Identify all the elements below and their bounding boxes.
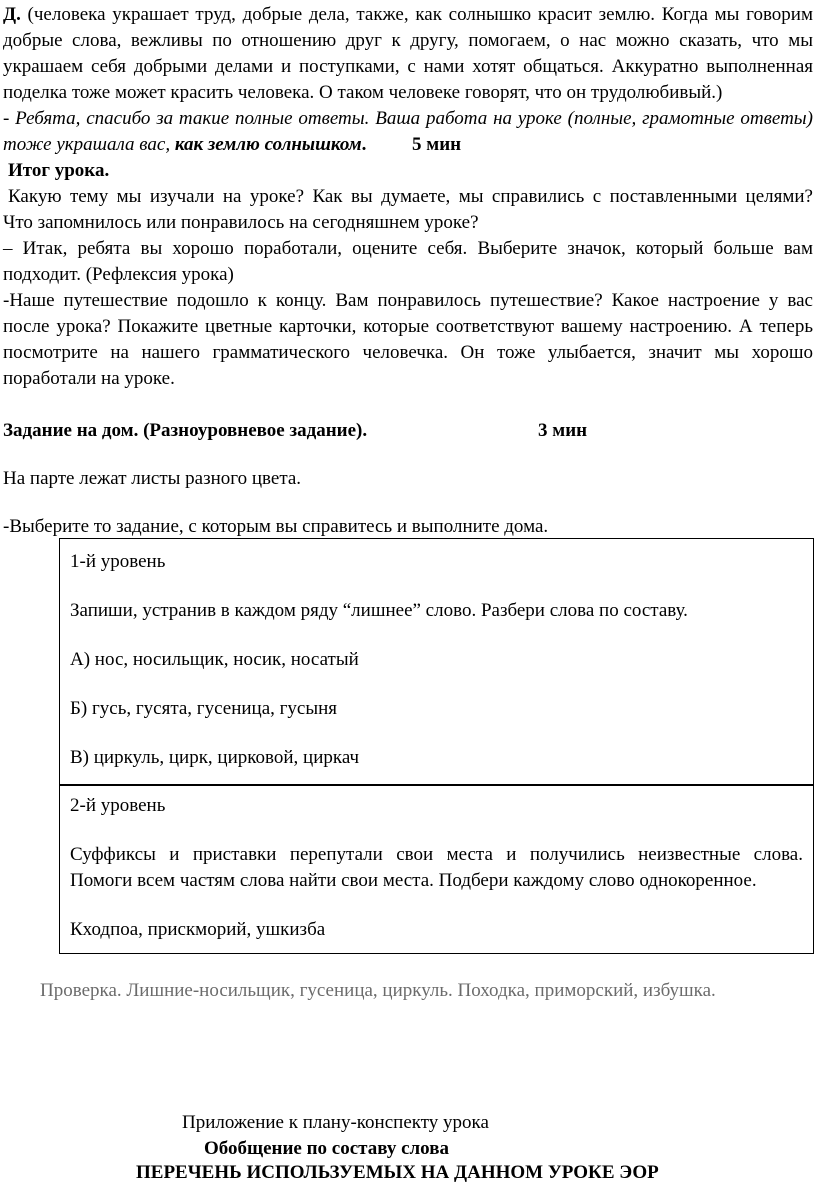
level-2-box bbox=[59, 784, 814, 954]
summary-heading: Итог урока. bbox=[8, 160, 110, 181]
level-2-words: Кходпоа, прискморий, ушкизба bbox=[70, 919, 326, 940]
check-answers: Проверка. Лишние-носильщик, гусеница, циркуль. Походка, приморский, избушка. bbox=[40, 980, 716, 1001]
praise-line-2 bbox=[3, 132, 813, 158]
level-1-title: 1-й уровень bbox=[70, 551, 166, 572]
summary-line-4: подходит. (Рефлексия урока) bbox=[3, 264, 234, 285]
appendix-line-2: Обобщение по составу слова bbox=[204, 1138, 449, 1159]
summary-paragraph bbox=[3, 184, 813, 392]
summary-line-2: Что запомнилось или понравилось на сегодняшнем уроке? bbox=[3, 212, 479, 233]
praise-line-2-italic: тоже украшала вас, bbox=[3, 134, 175, 155]
homework-note-1: На парте лежат листы разного цвета. bbox=[3, 468, 302, 489]
summary-line-8: поработали на уроке. bbox=[3, 368, 175, 389]
praise-time: 5 мин bbox=[412, 134, 462, 155]
praise-paragraph bbox=[3, 106, 813, 158]
appendix-line-3: ПЕРЕЧЕНЬ ИСПОЛЬЗУЕМЫХ НА ДАННОМ УРОКЕ ЭОР bbox=[136, 1162, 659, 1183]
intro-paragraph bbox=[3, 2, 813, 106]
level-1-box bbox=[59, 538, 814, 786]
level-1-row-c: В) циркуль, цирк, цирковой, циркач bbox=[70, 747, 360, 768]
summary-line-3: – Итак, ребята вы хорошо поработали, оцените себя. Выберите значок, который больше вам bbox=[3, 238, 813, 259]
intro-lead: Д. bbox=[3, 4, 21, 25]
homework-heading: Задание на дом. (Разноуровневое задание). bbox=[3, 420, 368, 441]
level-1-row-a: А) нос, носильщик, носик, носатый bbox=[70, 649, 359, 670]
level-2-line-2: Помоги всем частям слова найти свои места. Подбери каждому слово однокоренное. bbox=[70, 870, 757, 891]
intro-line-2: добрые слова, вежливы по отношению друг к другу, помогаем, о нас можно сказать, что мы bbox=[3, 30, 813, 51]
intro-line-1-text: (человека украшает труд, добрые дела, также, как солнышко красит землю. Когда мы говорим bbox=[20, 4, 813, 25]
intro-line-4: поделка тоже может красить человека. О таком человеке говорят, что он трудолюбивый.) bbox=[3, 82, 723, 103]
summary-line-1: Какую тему мы изучали на уроке? Как вы думаете, мы справились с поставленными целями? bbox=[8, 186, 813, 207]
summary-line-6: после урока? Покажите цветные карточки, которые соответствуют вашему настроению. А теперь bbox=[3, 316, 813, 337]
intro-line-3: украшаем себя добрыми делами и поступками, с нами хотят общаться. Аккуратно выполненная bbox=[3, 56, 813, 77]
level-2-title: 2-й уровень bbox=[70, 795, 166, 816]
praise-line-2-emphasis: как землю солнышком bbox=[174, 134, 362, 155]
homework-note-2: -Выберите то задание, с которым вы справитесь и выполните дома. bbox=[3, 516, 549, 537]
praise-line-2-dot: . bbox=[361, 134, 367, 155]
level-1-row-b: Б) гусь, гусята, гусеница, гусыня bbox=[70, 698, 338, 719]
level-1-instruction: Запиши, устранив в каждом ряду “лишнее” слово. Разбери слова по составу. bbox=[70, 600, 688, 621]
praise-line-1: - Ребята, спасибо за такие полные ответы. Ваша работа на уроке (полные, грамотные ответы) bbox=[3, 108, 813, 129]
summary-line-5: -Наше путешествие подошло к концу. Вам понравилось путешествие? Какое настроение у вас bbox=[3, 290, 813, 311]
intro-line-1 bbox=[3, 2, 813, 28]
appendix-line-1: Приложение к плану-конспекту урока bbox=[182, 1112, 489, 1133]
summary-line-7: посмотрите на нашего грамматического человечка. Он тоже улыбается, значит мы хорошо bbox=[3, 342, 813, 363]
level-2-line-1: Суффиксы и приставки перепутали свои места и получились неизвестные слова. bbox=[70, 844, 803, 865]
homework-time: 3 мин bbox=[538, 420, 588, 441]
